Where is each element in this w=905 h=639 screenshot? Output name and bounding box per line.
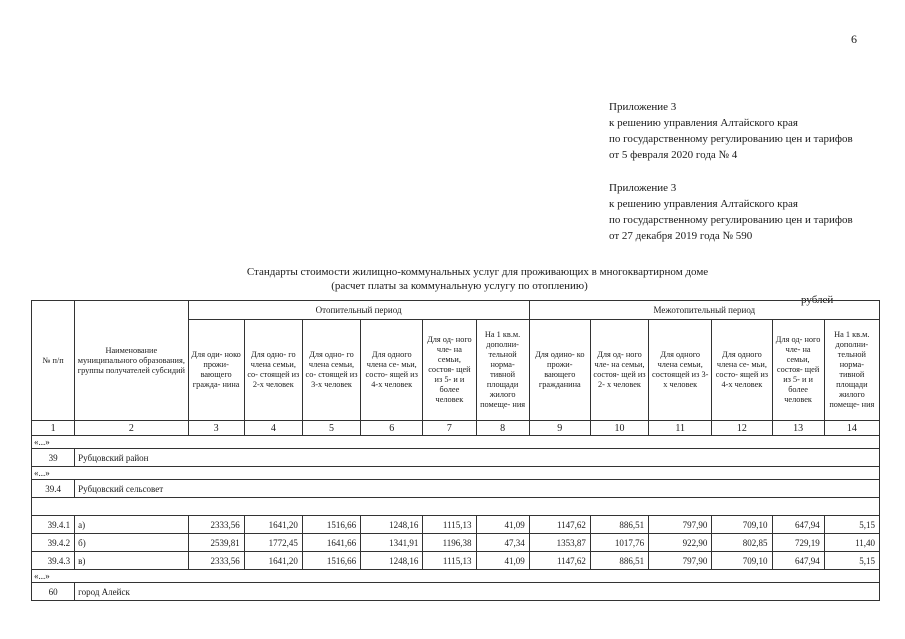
column-number: 6 <box>361 421 423 436</box>
appendix-2-line-3: по государственному регулированию цен и тарифов <box>609 214 853 226</box>
header-heating-col: Для од- ного чле- на семьи, состоя- щей из 5- и и более человек <box>423 320 476 421</box>
appendix-1-line-3: по государственному регулированию цен и тарифов <box>609 133 853 145</box>
column-number: 13 <box>772 421 824 436</box>
value-cell: 797,90 <box>649 516 712 534</box>
blank-cell <box>32 498 880 516</box>
column-number: 8 <box>476 421 529 436</box>
city-code: 60 <box>32 583 75 601</box>
district-code: 39 <box>32 449 75 467</box>
value-cell: 1641,20 <box>244 552 302 570</box>
value-cell: 886,51 <box>590 516 648 534</box>
table-row <box>32 534 880 552</box>
header-heating-period: Отопительный период <box>188 301 529 320</box>
value-cell: 2333,56 <box>188 516 244 534</box>
column-number-row <box>32 421 880 436</box>
value-cell: 5,15 <box>824 516 879 534</box>
value-cell: 1017,76 <box>590 534 648 552</box>
header-nonheating-col: На 1 кв.м. дополни- тельной норма- тивной площади жилого помеще- ния <box>824 320 879 421</box>
value-cell: 802,85 <box>712 534 772 552</box>
value-cell: 1516,66 <box>302 552 360 570</box>
value-cell: 922,90 <box>649 534 712 552</box>
value-cell: 1115,13 <box>423 516 476 534</box>
value-cell: 1248,16 <box>361 552 423 570</box>
header-heating-col: Для одно- го члена семьи, со- стоящей из 3-х человек <box>302 320 360 421</box>
value-cell: 886,51 <box>590 552 648 570</box>
value-cell: 2539,81 <box>188 534 244 552</box>
column-number: 3 <box>188 421 244 436</box>
header-nonheating-col: Для одного члена се- мьи, состо- ящей из 4-х человек <box>712 320 772 421</box>
header-heating-col: Для оди- ноко прожи- вающего гражда- нина <box>188 320 244 421</box>
appendix-2-line-2: к решению управления Алтайского края <box>609 198 798 210</box>
council-row <box>32 480 880 498</box>
column-number: 14 <box>824 421 879 436</box>
value-cell: 1248,16 <box>361 516 423 534</box>
value-cell: 647,94 <box>772 552 824 570</box>
ellipsis-marker: «...» <box>32 467 880 480</box>
value-cell: 1147,62 <box>529 516 590 534</box>
row-label: в) <box>75 552 188 570</box>
column-number: 7 <box>423 421 476 436</box>
column-number: 2 <box>75 421 188 436</box>
value-cell: 1641,66 <box>302 534 360 552</box>
table-row <box>32 516 880 534</box>
value-cell: 647,94 <box>772 516 824 534</box>
appendix-2-line-4: от 27 декабря 2019 года № 590 <box>609 230 753 242</box>
ellipsis-marker: «...» <box>32 570 880 583</box>
value-cell: 709,10 <box>712 552 772 570</box>
table-row <box>32 552 880 570</box>
appendix-1-line-1: Приложение 3 <box>609 101 677 113</box>
value-cell: 2333,56 <box>188 552 244 570</box>
row-code: 39.4.1 <box>32 516 75 534</box>
council-name: Рубцовский сельсовет <box>75 480 880 498</box>
value-cell: 41,09 <box>476 516 529 534</box>
value-cell: 797,90 <box>649 552 712 570</box>
header-nonheating-col: Для одного члена семьи, состоящей из 3-х человек <box>649 320 712 421</box>
appendix-note-2 <box>609 180 853 244</box>
header-row-number: № п/п <box>32 301 75 421</box>
value-cell: 1341,91 <box>361 534 423 552</box>
city-name: город Алейск <box>75 583 880 601</box>
value-cell: 5,15 <box>824 552 879 570</box>
value-cell: 729,19 <box>772 534 824 552</box>
column-number: 4 <box>244 421 302 436</box>
district-name: Рубцовский район <box>75 449 880 467</box>
document-title: Стандарты стоимости жилищно-коммунальных услуг для проживающих в многоквартирном доме <box>246 266 709 278</box>
ellipsis-marker: «...» <box>32 436 880 449</box>
column-number: 11 <box>649 421 712 436</box>
column-number: 10 <box>590 421 648 436</box>
header-name: Наименование муниципального образования, группы получателей субсидий <box>75 301 188 421</box>
row-label: б) <box>75 534 188 552</box>
units-label: рублей <box>801 294 834 306</box>
city-row <box>32 583 880 601</box>
value-cell: 41,09 <box>476 552 529 570</box>
header-heating-col: Для одно- го члена семьи, со- стоящей из 2-х человек <box>244 320 302 421</box>
blank-row <box>32 498 880 516</box>
value-cell: 709,10 <box>712 516 772 534</box>
header-nonheating-col: Для одино- ко прожи- вающего гражданина <box>529 320 590 421</box>
value-cell: 1353,87 <box>529 534 590 552</box>
value-cell: 47,34 <box>476 534 529 552</box>
appendix-1-line-4: от 5 февраля 2020 года № 4 <box>609 149 738 161</box>
column-number: 9 <box>529 421 590 436</box>
appendix-note-1 <box>609 99 853 163</box>
column-number: 5 <box>302 421 360 436</box>
council-code: 39.4 <box>32 480 75 498</box>
value-cell: 1641,20 <box>244 516 302 534</box>
row-code: 39.4.2 <box>32 534 75 552</box>
header-nonheating-col: Для од- ного чле- на семьи, состоя- щей из 2- х человек <box>590 320 648 421</box>
value-cell: 1516,66 <box>302 516 360 534</box>
page-number: 6 <box>851 32 857 46</box>
column-number: 1 <box>32 421 75 436</box>
column-number: 12 <box>712 421 772 436</box>
row-label: а) <box>75 516 188 534</box>
header-heating-col: На 1 кв.м. дополни- тельной норма- тивной площади жилого помеще- ния <box>476 320 529 421</box>
tariff-table <box>31 300 880 601</box>
appendix-1-line-2: к решению управления Алтайского края <box>609 117 798 129</box>
document-subtitle: (расчет платы за коммунальную услугу по отоплению) <box>331 280 588 292</box>
ellipsis-row <box>32 467 880 480</box>
value-cell: 1147,62 <box>529 552 590 570</box>
header-nonheating-period: Межотопительный период <box>529 301 879 320</box>
value-cell: 1772,45 <box>244 534 302 552</box>
appendix-2-line-1: Приложение 3 <box>609 182 677 194</box>
value-cell: 1115,13 <box>423 552 476 570</box>
district-row <box>32 449 880 467</box>
row-code: 39.4.3 <box>32 552 75 570</box>
value-cell: 11,40 <box>824 534 879 552</box>
value-cell: 1196,38 <box>423 534 476 552</box>
ellipsis-row <box>32 436 880 449</box>
header-heating-col: Для одного члена се- мьи, состо- ящей из 4-х человек <box>361 320 423 421</box>
header-nonheating-col: Для од- ного чле- на семьи, состоя- щей из 5- и и более человек <box>772 320 824 421</box>
ellipsis-row <box>32 570 880 583</box>
